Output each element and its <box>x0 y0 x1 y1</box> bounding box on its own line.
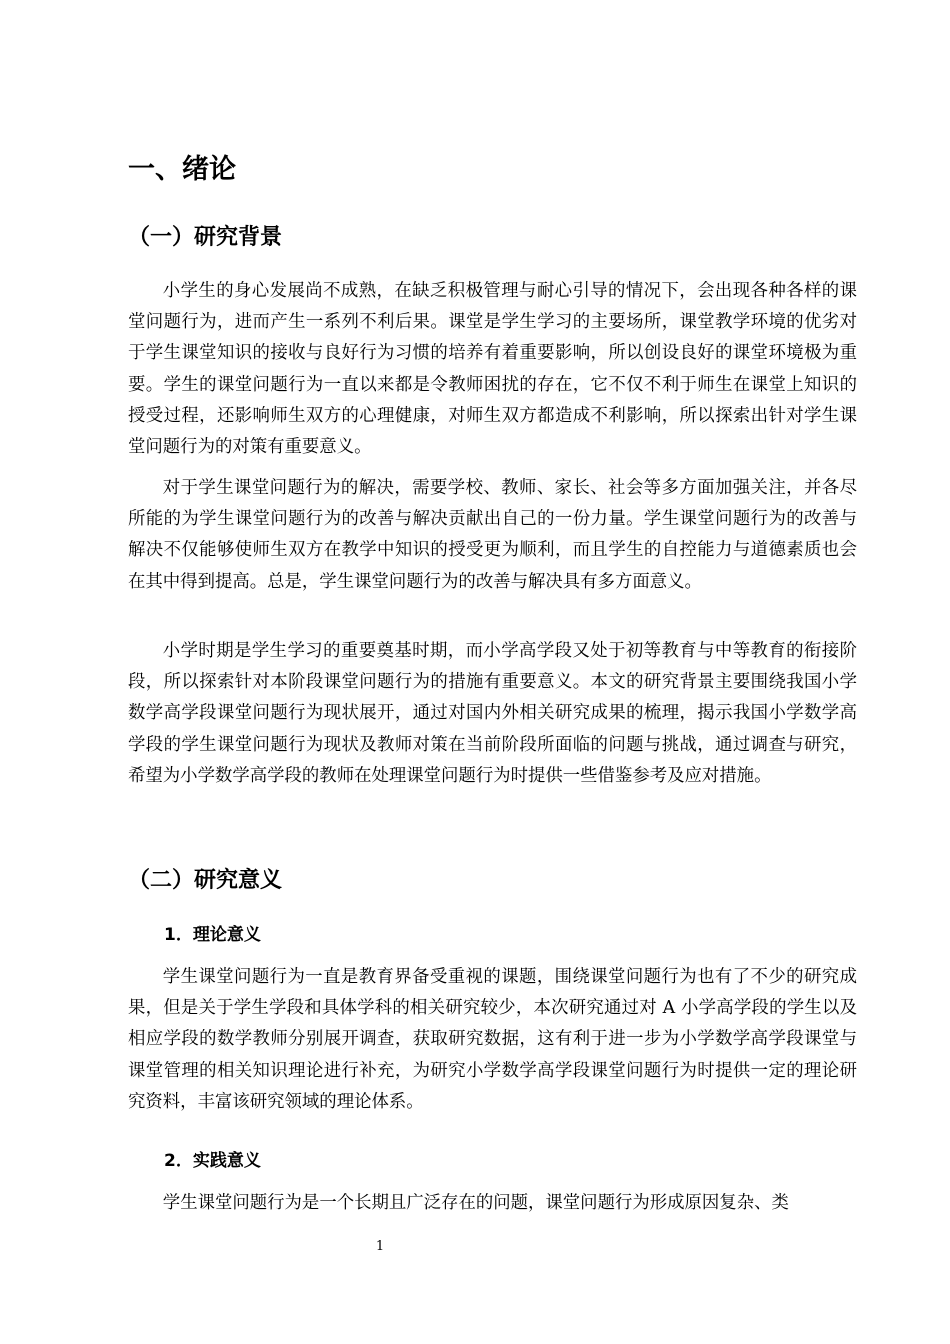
paragraph-background-2: 对于学生课堂问题行为的解决，需要学校、教师、家长、社会等多方面加强关注，并各尽所能的为学生课堂问题行为的改善与解决贡献出自己的一份力量。学生课堂问题行为的改善与解决不仅能够使师生双方在教学中知识的授受更为顺利，而且学生的自控能力与道德素质也会在其中得到提高。总是，学生课堂问题行为的改善与解决具有多方面意义。 <box>128 478 857 592</box>
paragraph-background-1: 小学生的身心发展尚不成熟，在缺乏积极管理与耐心引导的情况下，会出现各种各样的课堂问题行为，进而产生一系列不利后果。课堂是学生学习的主要场所，课堂教学环境的优劣对于学生课堂知识的接收与良好行为习惯的培养有着重要影响，所以创设良好的课堂环境极为重要。学生的课堂问题行为一直以来都是令教师困扰的存在，它不仅不利于师生在课堂上知识的授受过程，还影响师生双方的心理健康，对师生双方都造成不利影响，所以探索出针对学生课堂问题行为的对策有重要意义。 <box>128 281 857 458</box>
chapter-title: 一、绪论 <box>128 154 236 185</box>
page-number: 1 <box>375 1239 385 1254</box>
paragraph-theoretical-significance: 学生课堂问题行为一直是教育界备受重视的课题，围绕课堂问题行为也有了不少的研究成果，但是关于学生学段和具体学科的相关研究较少，本次研究通过对 A 小学高学段的学生以及相应学段的数学教师分别展开调查，获取研究数据，这有利于进一步为小学数学高学段课堂与课堂管理的相关知识理论进行补充，为研究小学数学高学段课堂问题行为时提供一定的理论研究资料，丰富该研究领域的理论体系。 <box>128 967 857 1112</box>
section-heading-research-significance: （二）研究意义 <box>128 868 283 893</box>
section-heading-research-background: （一）研究背景 <box>128 225 283 250</box>
paragraph-background-3: 小学时期是学生学习的重要奠基时期，而小学高学段又处于初等教育与中等教育的衔接阶段，所以探索针对本阶段课堂问题行为的措施有重要意义。本文的研究背景主要围绕我国小学数学高学段课堂问题行为现状展开，通过对国内外相关研究成果的梳理，揭示我国小学数学高学段的学生课堂问题行为现状及教师对策在当前阶段所面临的问题与挑战，通过调查与研究，希望为小学数学高学段的教师在处理课堂问题行为时提供一些借鉴参考及应对措施。 <box>128 641 857 786</box>
paragraph-practical-significance: 学生课堂问题行为是一个长期且广泛存在的问题，课堂问题行为形成原因复杂、类 <box>162 1193 789 1213</box>
subsection-heading-theoretical-significance: 1．理论意义 <box>164 925 261 945</box>
subsection-heading-practical-significance: 2．实践意义 <box>164 1151 261 1171</box>
